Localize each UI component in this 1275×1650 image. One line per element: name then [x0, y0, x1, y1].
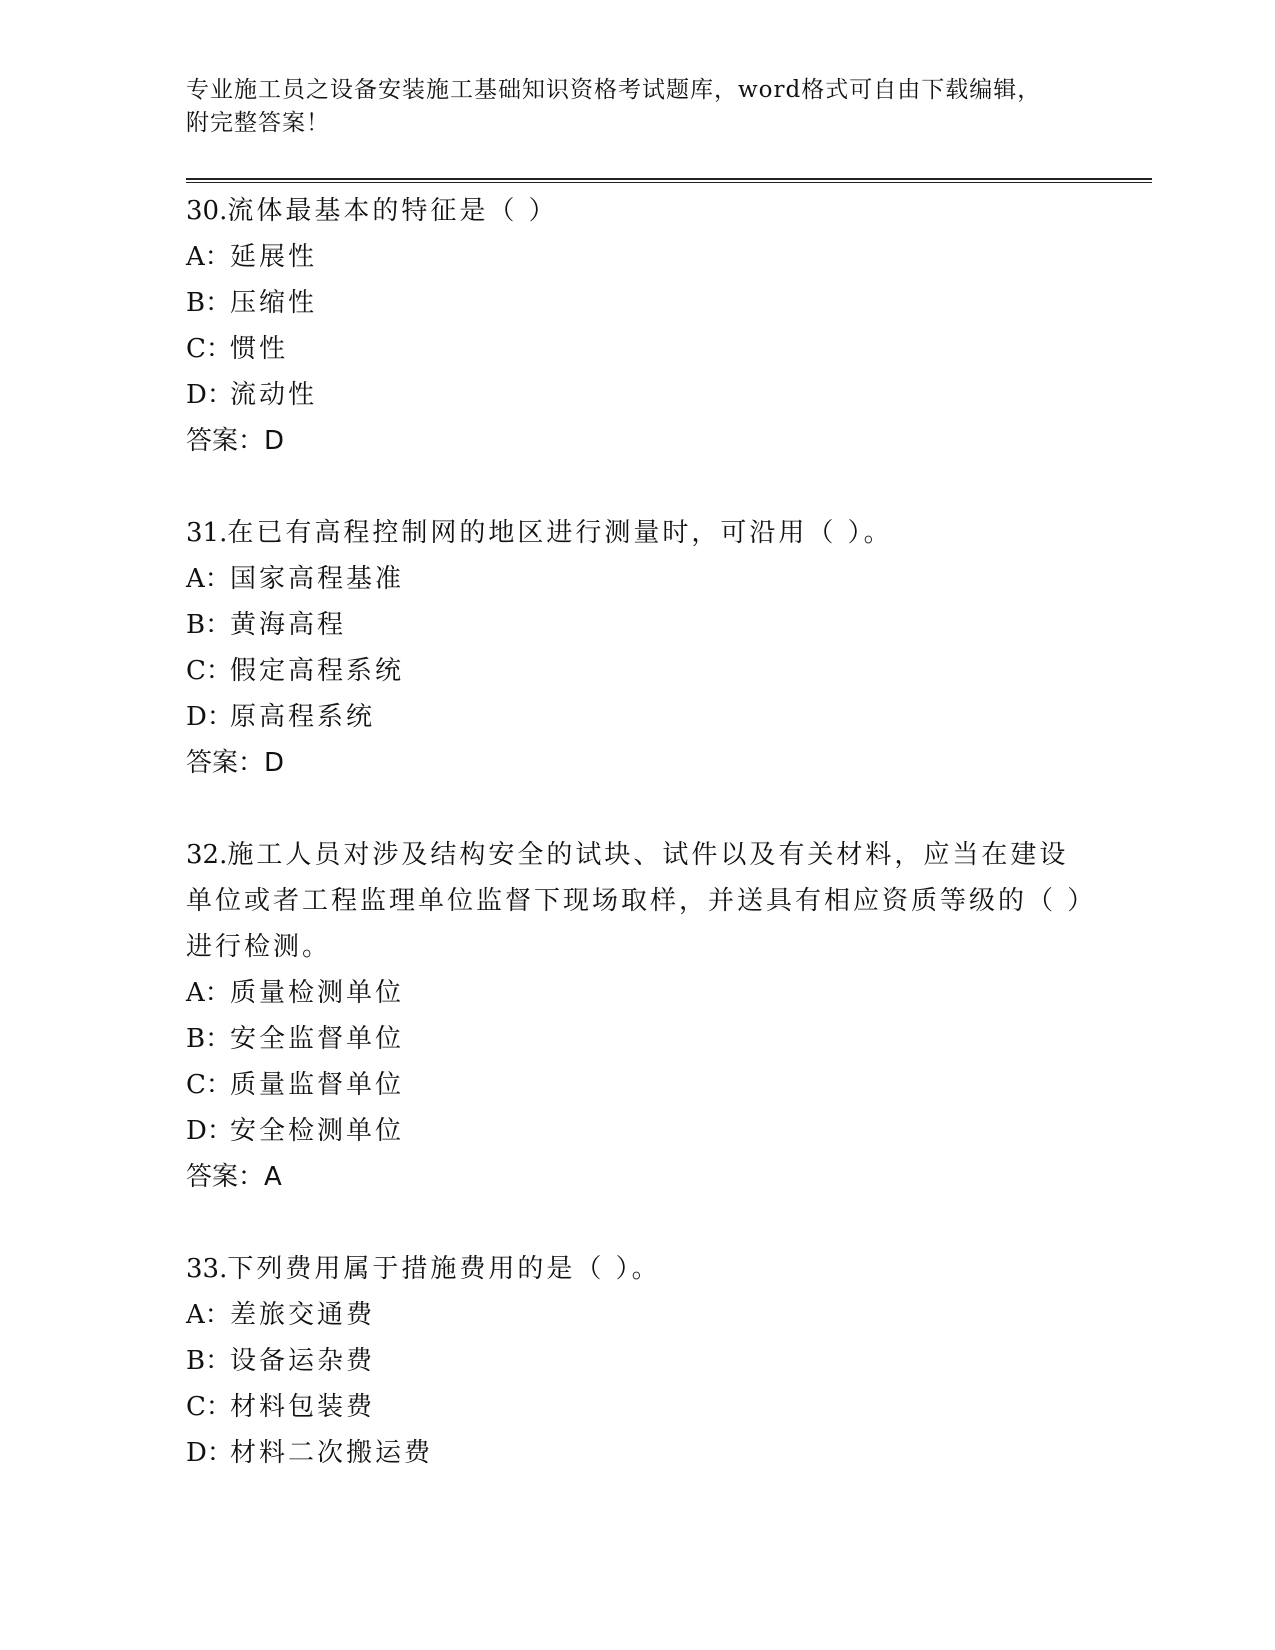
option-d [186, 694, 1086, 740]
option-text: 质量检测单位 [230, 978, 405, 1008]
option-letter: B： [186, 1346, 232, 1376]
answer-line: 答案：D [186, 748, 285, 778]
question-33 [186, 1246, 1086, 1476]
option-c [186, 1062, 1086, 1108]
option-text: 惯性 [230, 334, 289, 364]
option-b [186, 280, 1086, 326]
option-letter: D： [186, 1438, 233, 1468]
option-letter: B： [186, 288, 232, 318]
option-letter: C： [186, 334, 232, 364]
header-line-2: 附完整答案！ [186, 110, 330, 136]
question-number: 32. [186, 840, 228, 870]
option-a [186, 234, 1086, 280]
question-stem: 流体最基本的特征是（ ） [227, 196, 558, 226]
option-b [186, 1338, 1086, 1384]
option-text: 材料包装费 [230, 1392, 376, 1422]
option-text: 压缩性 [230, 288, 318, 318]
option-c [186, 648, 1086, 694]
option-d [186, 1108, 1086, 1154]
option-a [186, 970, 1086, 1016]
option-letter: D： [186, 1116, 233, 1146]
question-30 [186, 188, 1086, 464]
question-number: 31. [186, 518, 228, 548]
option-letter: A： [186, 978, 231, 1008]
document-page [186, 0, 1152, 1650]
option-c [186, 1384, 1086, 1430]
option-text: 设备运杂费 [230, 1346, 376, 1376]
option-text: 安全检测单位 [230, 1116, 405, 1146]
option-letter: A： [186, 1300, 231, 1330]
option-letter: C： [186, 656, 232, 686]
option-text: 安全监督单位 [230, 1024, 405, 1054]
option-d [186, 372, 1086, 418]
question-text [186, 1246, 1086, 1292]
option-letter: A： [186, 242, 231, 272]
question-31 [186, 510, 1086, 786]
question-stem: 施工人员对涉及结构安全的试块、试件以及有关材料，应当在建设单位或者工程监理单位监督下现场取样，并送具有相应资质等级的（ ）进行检测。 [186, 840, 1084, 962]
option-letter: C： [186, 1070, 232, 1100]
question-text [186, 510, 1086, 556]
option-text: 原高程系统 [230, 702, 376, 732]
option-letter: D： [186, 380, 233, 410]
question-text [186, 188, 1086, 234]
question-list [186, 188, 1086, 1522]
option-a [186, 556, 1086, 602]
document-header [186, 74, 1066, 140]
question-text [186, 832, 1086, 970]
question-number: 33. [186, 1254, 228, 1284]
option-text: 黄海高程 [230, 610, 347, 640]
answer-line: 答案：D [186, 426, 285, 456]
option-letter: B： [186, 1024, 232, 1054]
question-stem: 下列费用属于措施费用的是（ ）。 [227, 1254, 661, 1284]
option-text: 流动性 [230, 380, 318, 410]
option-letter: D： [186, 702, 233, 732]
option-text: 质量监督单位 [230, 1070, 405, 1100]
option-b [186, 602, 1086, 648]
option-c [186, 326, 1086, 372]
option-text: 差旅交通费 [230, 1300, 376, 1330]
option-text: 材料二次搬运费 [230, 1438, 434, 1468]
question-32 [186, 832, 1086, 1200]
option-letter: B： [186, 610, 232, 640]
option-a [186, 1292, 1086, 1338]
question-number: 30. [186, 196, 228, 226]
option-b [186, 1016, 1086, 1062]
option-letter: C： [186, 1392, 232, 1422]
option-text: 假定高程系统 [230, 656, 405, 686]
question-stem: 在已有高程控制网的地区进行测量时，可沿用（ ）。 [227, 518, 893, 548]
option-text: 国家高程基准 [230, 564, 405, 594]
option-letter: A： [186, 564, 231, 594]
option-d [186, 1430, 1086, 1476]
option-text: 延展性 [230, 242, 318, 272]
header-divider [186, 178, 1152, 183]
header-line-1: 专业施工员之设备安装施工基础知识资格考试题库，word格式可自由下载编辑， [186, 77, 1042, 103]
answer-line: 答案：A [186, 1162, 282, 1192]
